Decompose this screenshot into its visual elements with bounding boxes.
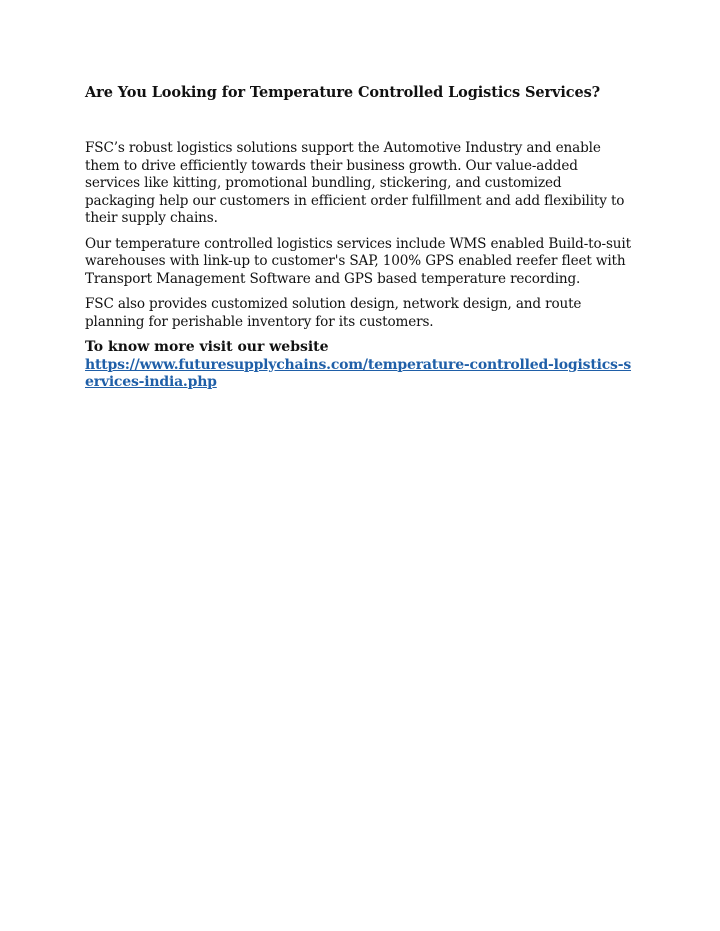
document-body <box>85 83 633 392</box>
cta-heading: To know more visit our website <box>85 339 329 355</box>
paragraph-temperature-services: Our temperature controlled logistics services include WMS enabled Build-to-suit warehouses with link-up to customer's SAP, 100% GPS enabled reefer fleet with Transport Management Software and GPS based temperature recording. <box>85 235 631 287</box>
website-link[interactable]: https://www.futuresupplychains.com/temperature-controlled-logistics-services-india.php <box>85 356 632 390</box>
paragraph-solution-design: FSC also provides customized solution design, network design, and route planning for perishable inventory for its customers. <box>85 296 582 330</box>
website-cta <box>85 339 633 392</box>
paragraph-automotive-services: FSC’s robust logistics solutions support the Automotive Industry and enable them to drive efficiently towards their business growth. Our value-added services like kitting, promotional bundling, stickering, and customized packaging help our customers in efficient order fulfillment and add flexibility to their supply chains. <box>85 140 625 226</box>
document-title: Are You Looking for Temperature Controlled Logistics Services? <box>85 84 601 101</box>
